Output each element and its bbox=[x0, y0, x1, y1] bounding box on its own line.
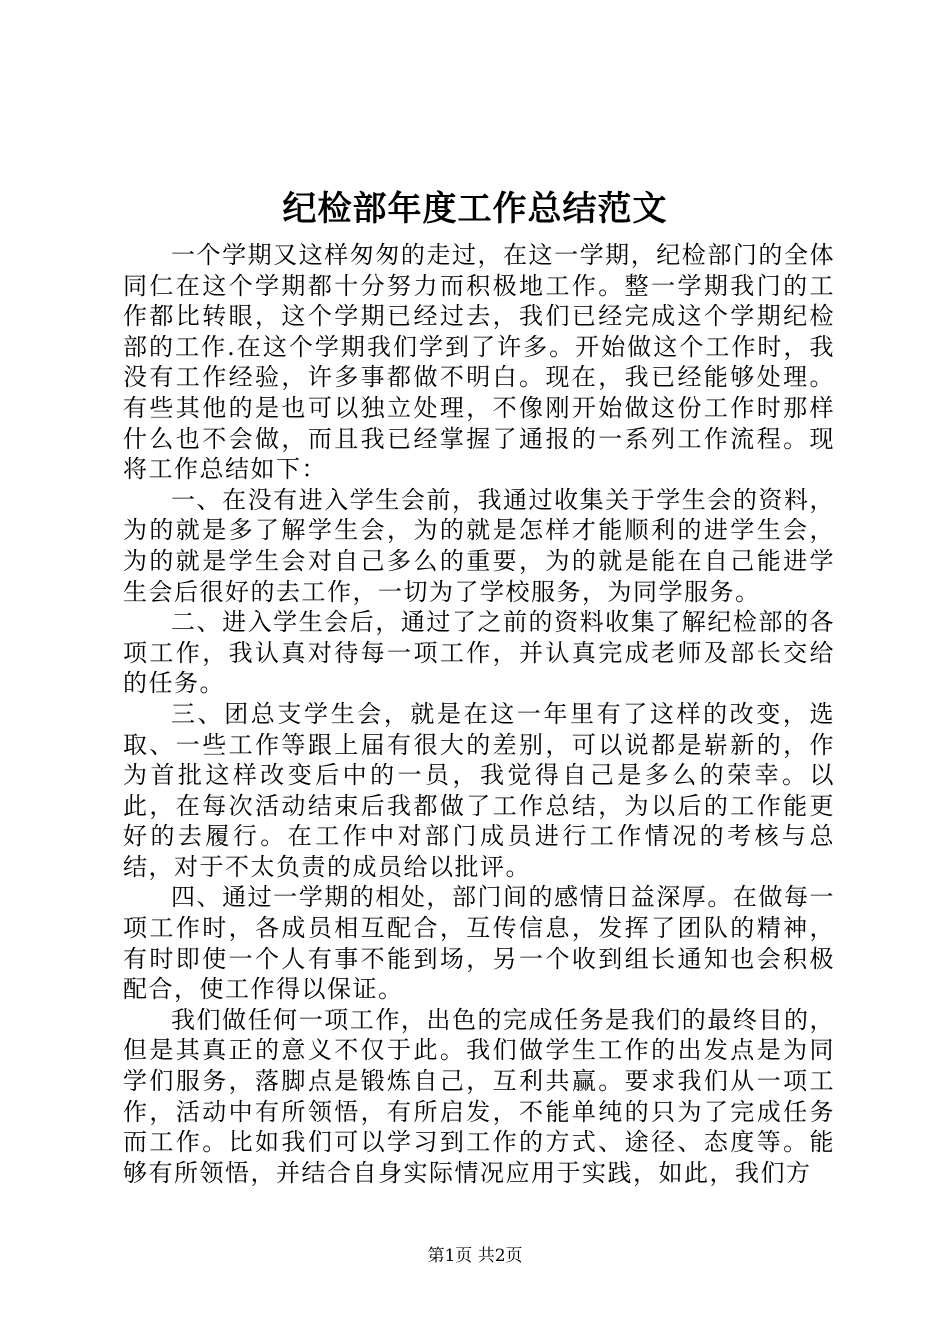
paragraph-conclusion: 我们做任何一项工作，出色的完成任务是我们的最终目的，但是其真正的意义不仅于此。我们做学生工作的出发点是为同学们服务，落脚点是锻炼自己，互利共赢。要求我们从一项工作，活动中有所领悟，有所启发，不能单纯的只为了完成任务而工作。比如我们可以学习到工作的方式、途径、态度等。能够有所领悟，并结合自身实际情况应用于实践，如此，我们方 bbox=[123, 1005, 835, 1187]
page-number-footer: 第1页 共2页 bbox=[427, 1246, 523, 1266]
paragraph-item-2: 二、进入学生会后，通过了之前的资料收集了解纪检部的各项工作，我认真对待每一项工作，并认真完成老师及部长交给的任务。 bbox=[123, 608, 835, 698]
paragraph-item-3: 三、团总支学生会，就是在这一年里有了这样的改变，选取、一些工作等跟上届有很大的差别，可以说都是崭新的，作为首批这样改变后中的一员，我觉得自己是多么的荣幸。以此，在每次活动结束后我都做了工作总结，为以后的工作能更好的去履行。在工作中对部门成员进行工作情况的考核与总结，对于不太负责的成员给以批评。 bbox=[123, 699, 835, 881]
paragraph-intro: 一个学期又这样匆匆的走过，在这一学期，纪检部门的全体同仁在这个学期都十分努力而积极地工作。整一学期我门的工作都比转眼，这个学期已经过去，我们已经完成这个学期纪检部的工作.在这个学期我们学到了许多。开始做这个工作时，我没有工作经验，许多事都做不明白。现在，我已经能够处理。有些其他的是也可以独立处理，不像刚开始做这份工作时那样什么也不会做，而且我已经掌握了通报的一系列工作流程。现将工作总结如下： bbox=[123, 241, 835, 484]
paragraph-item-1: 一、在没有进入学生会前，我通过收集关于学生会的资料，为的就是多了解学生会，为的就是怎样才能顺利的进学生会，为的就是学生会对自己多么的重要，为的就是能在自己能进学生会后很好的去工作，一切为了学校服务，为同学服务。 bbox=[123, 485, 835, 606]
document-title: 纪检部年度工作总结范文 bbox=[282, 189, 668, 229]
paragraph-item-4: 四、通过一学期的相处，部门间的感情日益深厚。在做每一项工作时，各成员相互配合，互传信息，发挥了团队的精神，有时即使一个人有事不能到场，另一个收到组长通知也会积极配合，使工作得以保证。 bbox=[123, 883, 835, 1004]
document-body bbox=[123, 240, 835, 1188]
